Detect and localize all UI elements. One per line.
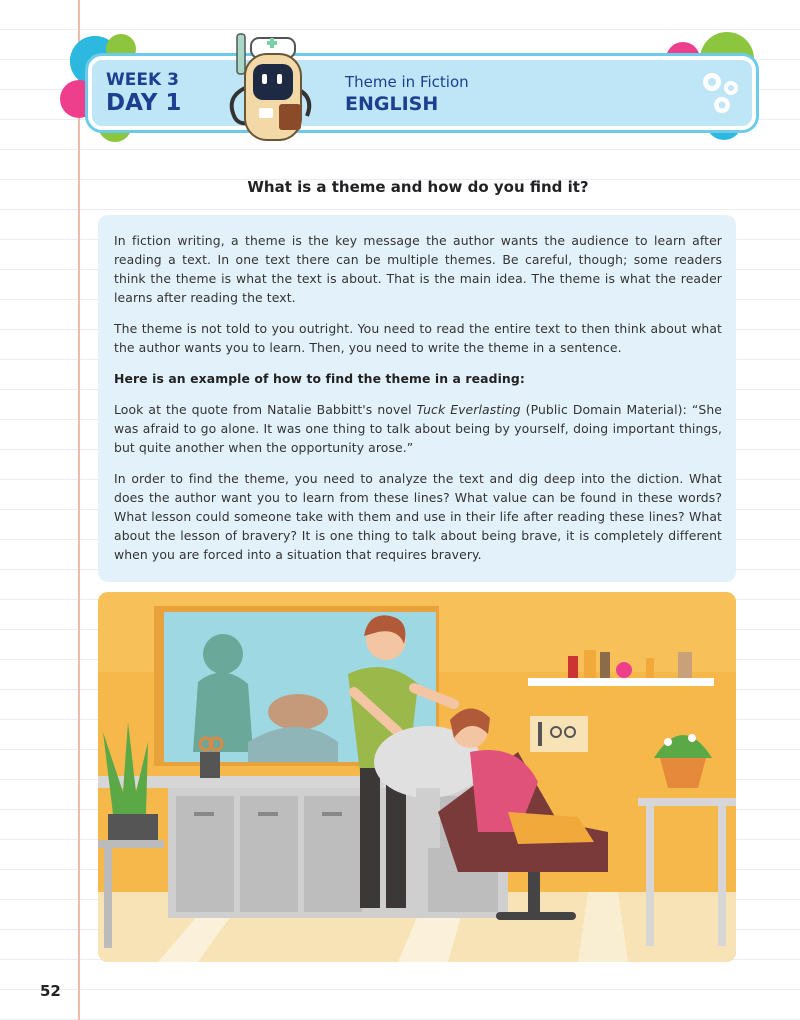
- lesson-header: [60, 28, 760, 148]
- hair-salon-illustration: [98, 592, 736, 962]
- reading-panel: [98, 215, 736, 582]
- subject-label: ENGLISH: [345, 93, 439, 115]
- quote-intro: Look at the quote from Natalie Babbitt's novel: [114, 402, 417, 417]
- page-number: 52: [40, 982, 61, 1000]
- topic-label: Theme in Fiction: [345, 73, 469, 91]
- example-heading: Here is an example of how to find the theme in a reading:: [114, 371, 525, 386]
- quote-text: (Public Domain Material): “She was afraid to go alone. It was one thing to talk about being by yourself, doing important things, but quite another when the opportunity arose.”: [114, 402, 722, 455]
- robot-mascot-icon: [215, 28, 325, 146]
- paragraph-analysis: In order to find the theme, you need to analyze the text and dig deep into the diction. What does the author want you to learn from these lines? What value can be found in these words? What lesson could someone take with them and use in their life after reading these lines? What about the lesson of bravery? It is one thing to talk about being brave, it is completely different when you are forced into a situation that requires bravery.: [114, 471, 722, 562]
- gear-icon: [698, 68, 744, 118]
- day-label: DAY 1: [106, 90, 182, 116]
- paragraph-quote: [114, 400, 722, 457]
- paragraph-definition: In fiction writing, a theme is the key message the author wants the audience to learn after reading a text. In one text there can be multiple themes. Be careful, though; some readers think the theme is what the text is about. That is the main idea. The theme is what the reader learns after reading the text.: [114, 233, 722, 305]
- paragraph-how-to: The theme is not told to you outright. You need to read the entire text to then think about what the author wants you to learn. Then, you need to write the theme in a sentence.: [114, 321, 722, 355]
- title-banner: [88, 56, 756, 130]
- week-label: WEEK 3: [106, 70, 179, 90]
- section-heading: What is a theme and how do you find it?: [247, 178, 589, 196]
- book-title: Tuck Everlasting: [416, 402, 521, 417]
- notebook-margin-line: [78, 0, 80, 1020]
